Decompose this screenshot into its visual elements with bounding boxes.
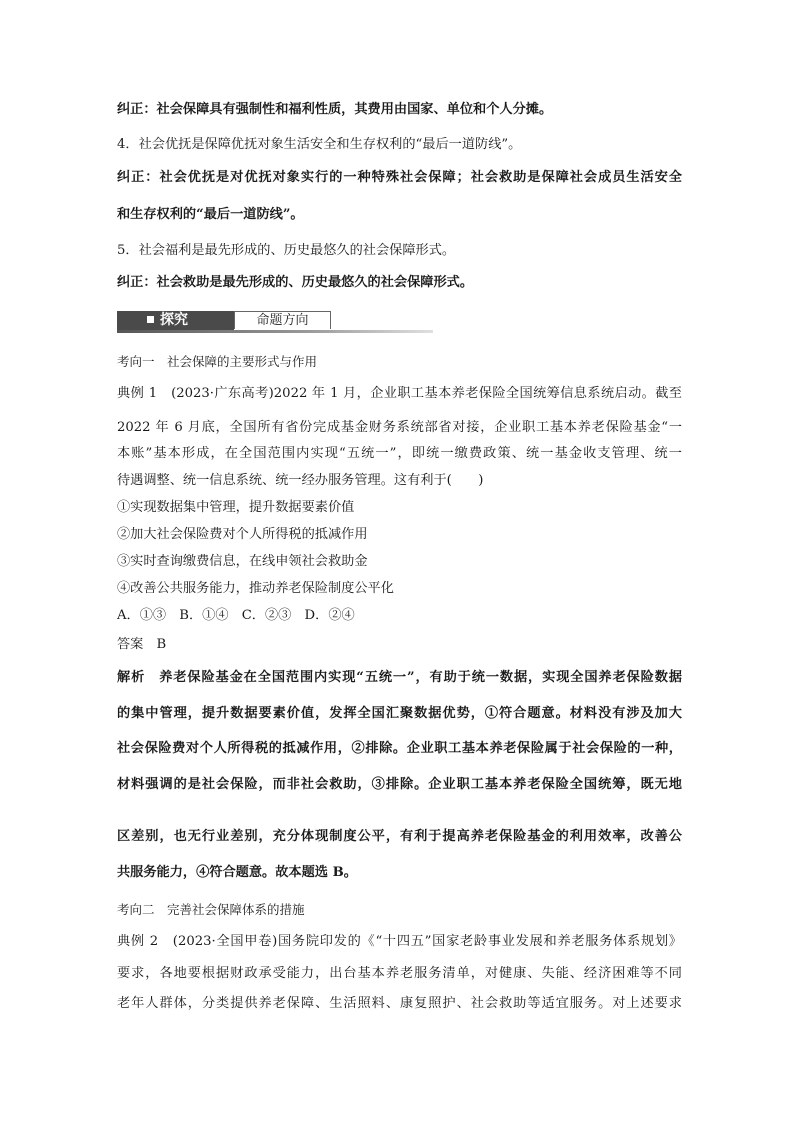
example-2-line-1: 典例 2 (2023·全国甲卷)国务院印发的《“十四五”国家老龄事业发展和养老服务体系规划》 bbox=[117, 934, 682, 949]
answer-choices: A．①③ B．①④ C．②③ D．②④ bbox=[117, 608, 355, 623]
topic-heading-1: 考向一 社会保障的主要形式与作用 bbox=[117, 354, 318, 369]
analysis-line-2: 的集中管理，提升数据要素价值，发挥全国汇聚数据优势，①符合题意。材料没有涉及加大 bbox=[117, 706, 682, 721]
analysis-line-1: 解析 养老保险基金在全国范围内实现“五统一”，有助于统一数据，实现全国养老保险数据 bbox=[117, 670, 682, 685]
correction-line-1: 纠正：社会保障具有强制性和福利性质，其费用由国家、单位和个人分摊。 bbox=[117, 102, 553, 117]
section-tab-explore: 探究 bbox=[117, 311, 234, 330]
option-3: ③实时查询缴费信息，在线申领社会救助金 bbox=[117, 554, 368, 569]
answer-line: 答案 B bbox=[117, 637, 167, 652]
analysis-line-5: 区差别，也无行业差别，充分体现制度公平，有利于提高养老保险基金的利用效率，改善公 bbox=[117, 829, 682, 844]
example-2-line-2: 要求，各地要根据财政承受能力，出台基本养老服务清单，对健康、失能、经济困难等不同 bbox=[117, 966, 682, 981]
analysis-line-4: 材料强调的是社会保险，而非社会救助，③排除。企业职工基本养老保险全国统筹，既无地 bbox=[117, 777, 682, 792]
example-1-line-2: 2022 年 6 月底，全国所有省份完成基金财务系统部省对接，企业职工基本养老保险基金“一 bbox=[117, 420, 682, 435]
section-header-bar bbox=[117, 311, 433, 333]
example-2-line-3: 老年人群体，分类提供养老保障、生活照料、康复照护、社会救助等适宜服务。对上述要求 bbox=[117, 996, 682, 1011]
analysis-line-6: 共服务能力，④符合题意。故本题选 B。 bbox=[117, 865, 357, 880]
statement-4: 4．社会优抚是保障优抚对象生活安全和生存权利的“最后一道防线”。 bbox=[117, 137, 522, 152]
section-tab-proposition: 命题方向 bbox=[234, 311, 331, 329]
square-bullet-icon bbox=[147, 316, 154, 323]
option-4: ④改善公共服务能力，推动养老保险制度公平化 bbox=[117, 581, 394, 596]
correction-line-2a: 纠正：社会优抚是对优抚对象实行的一种特殊社会保障；社会救助是保障社会成员生活安全 bbox=[117, 170, 682, 185]
correction-line-3: 纠正：社会救助是最先形成的、历史最悠久的社会保障形式。 bbox=[117, 275, 474, 290]
topic-heading-2: 考向二 完善社会保障体系的措施 bbox=[117, 902, 305, 917]
example-1-line-1: 典例 1 (2023·广东高考)2022 年 1 月，企业职工基本养老保险全国统筹信息系统启动。截至 bbox=[117, 386, 682, 401]
example-1-line-3: 本账”基本形成，在全国范围内实现“五统一”，即统一缴费政策、统一基金收支管理、统一 bbox=[117, 446, 682, 461]
example-1-line-4: 待遇调整、统一信息系统、统一经办服务管理。这有利于( ) bbox=[117, 473, 484, 488]
statement-5: 5．社会福利是最先形成的、历史最悠久的社会保障形式。 bbox=[117, 243, 456, 258]
option-2: ②加大社会保险费对个人所得税的抵减作用 bbox=[117, 527, 368, 542]
section-rule bbox=[117, 330, 433, 333]
correction-line-2b: 和生存权利的“最后一道防线”。 bbox=[117, 207, 304, 222]
analysis-line-3: 社会保险费对个人所得税的抵减作用，②排除。企业职工基本养老保险属于社会保险的一种， bbox=[117, 741, 682, 756]
option-1: ①实现数据集中管理，提升数据要素价值 bbox=[117, 500, 355, 515]
